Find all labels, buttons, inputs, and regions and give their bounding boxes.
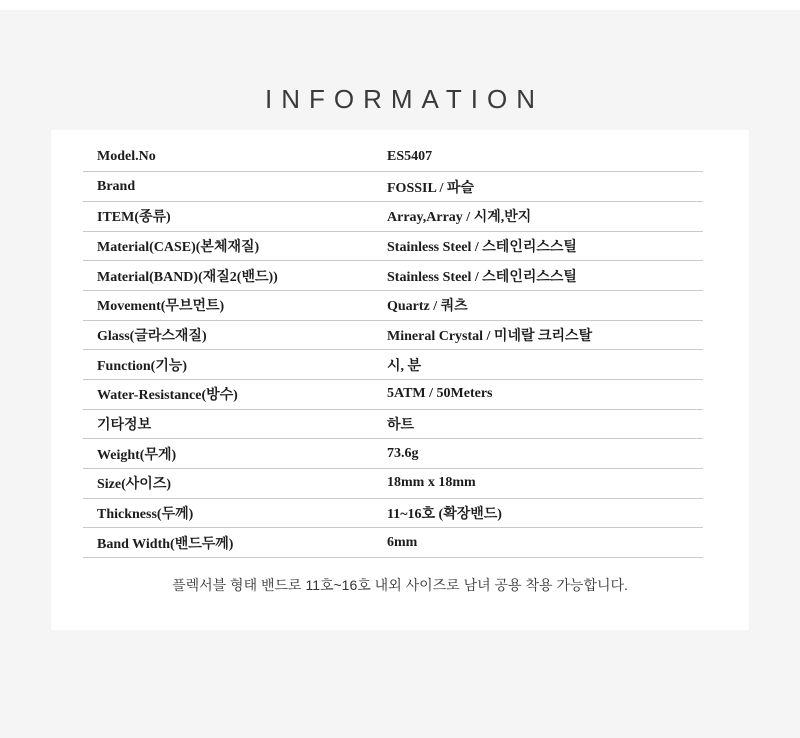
- spec-label: Movement(무브먼트): [83, 290, 387, 320]
- spec-label: Brand: [83, 172, 387, 202]
- spec-label: Material(CASE)(본체재질): [83, 231, 387, 261]
- spec-value: 5ATM / 50Meters: [387, 380, 703, 410]
- spec-label: Material(BAND)(재질2(밴드)): [83, 261, 387, 291]
- table-row-material-case: [83, 231, 703, 261]
- table-row-water-resistance: [83, 380, 703, 410]
- spec-label: ITEM(종류): [83, 201, 387, 231]
- spec-value: Mineral Crystal / 미네랄 크리스탈: [387, 320, 703, 350]
- spec-table-body: [83, 142, 703, 558]
- spec-label: Function(기능): [83, 350, 387, 380]
- product-info-card: [51, 130, 749, 630]
- spec-label: Model.No: [83, 142, 387, 172]
- spec-label: Weight(무게): [83, 439, 387, 469]
- table-row-brand: [83, 172, 703, 202]
- spec-value: Stainless Steel / 스테인리스스틸: [387, 261, 703, 291]
- table-row-movement: [83, 290, 703, 320]
- spec-value: 하트: [387, 409, 703, 439]
- spec-value: 시, 분: [387, 350, 703, 380]
- table-row-etc-info: [83, 409, 703, 439]
- spec-value: Array,Array / 시계,반지: [387, 201, 703, 231]
- table-row-band-width: [83, 528, 703, 558]
- spec-value: 11~16호 (확장밴드): [387, 498, 703, 528]
- table-row-size: [83, 469, 703, 499]
- spec-label: Water-Resistance(방수): [83, 380, 387, 410]
- spec-value: Quartz / 쿼츠: [387, 290, 703, 320]
- table-row-model-no: [83, 142, 703, 172]
- spec-value: 6mm: [387, 528, 703, 558]
- spec-value: Stainless Steel / 스테인리스스틸: [387, 231, 703, 261]
- top-white-strip: [0, 0, 800, 10]
- spec-label: Glass(글라스재질): [83, 320, 387, 350]
- spec-value: FOSSIL / 파슬: [387, 172, 703, 202]
- spec-value: ES5407: [387, 142, 703, 172]
- spec-label: 기타정보: [83, 409, 387, 439]
- spec-value: 73.6g: [387, 439, 703, 469]
- page-title: INFORMATION: [264, 84, 545, 114]
- footer-note: 플렉서블 형태 밴드로 11호~16호 내외 사이즈로 남녀 공용 착용 가능합니다.: [172, 577, 628, 594]
- spec-value: 18mm x 18mm: [387, 469, 703, 499]
- table-row-glass: [83, 320, 703, 350]
- spec-label: Thickness(두께): [83, 498, 387, 528]
- table-row-material-band: [83, 261, 703, 291]
- table-row-function: [83, 350, 703, 380]
- table-row-weight: [83, 439, 703, 469]
- table-row-thickness: [83, 498, 703, 528]
- table-row-item: [83, 201, 703, 231]
- spec-label: Size(사이즈): [83, 469, 387, 499]
- spec-table: [83, 142, 703, 558]
- spec-label: Band Width(밴드두께): [83, 528, 387, 558]
